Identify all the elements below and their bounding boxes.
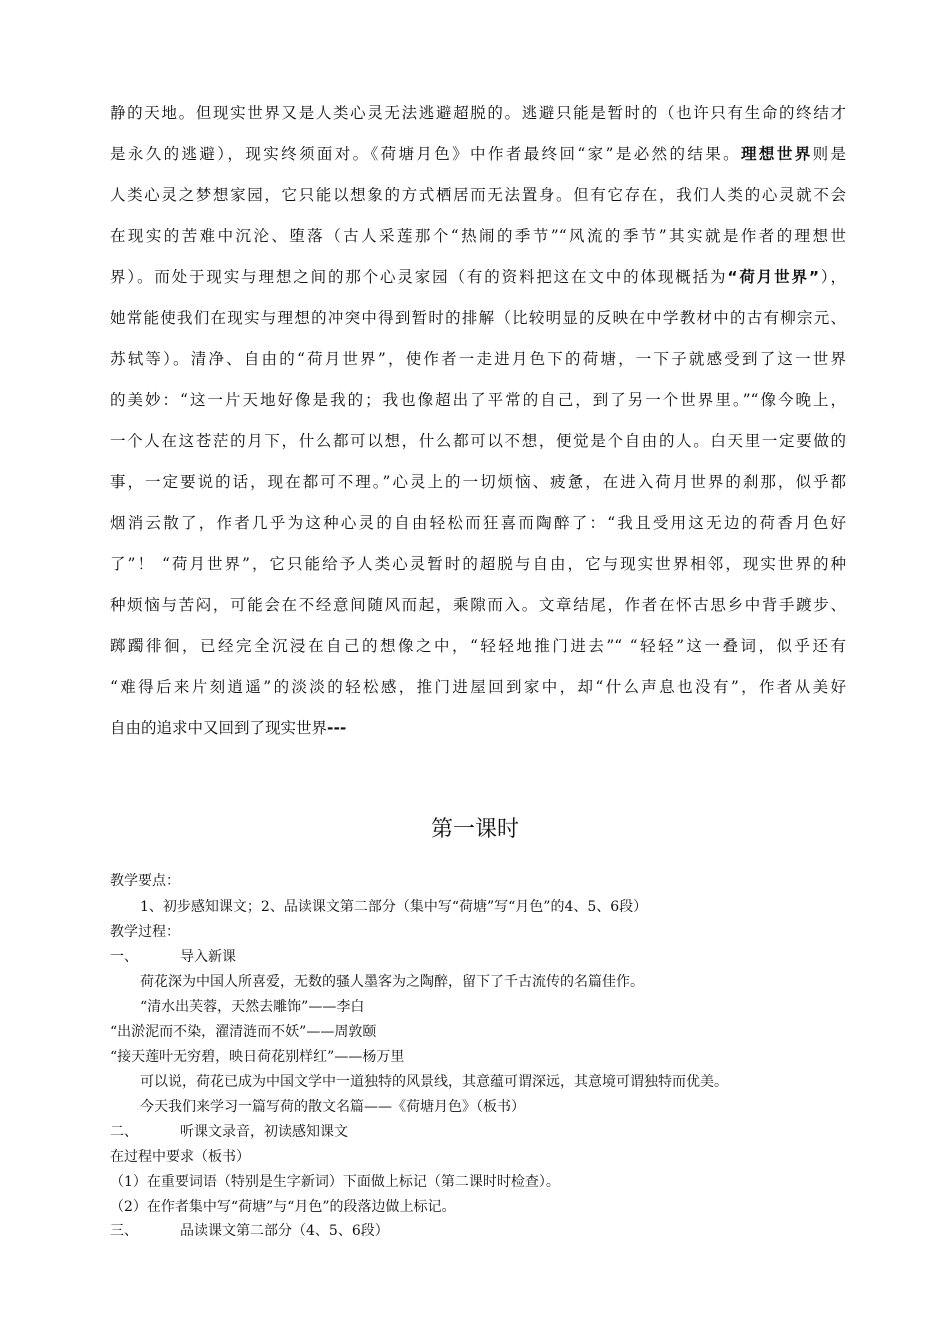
lesson-line bbox=[140, 1097, 525, 1117]
lesson-text: “接天莲叶无穷碧，映日荷花别样红”——杨万里 bbox=[110, 1049, 405, 1065]
text-run: 人类心灵之梦想家园，它只能以想象的方式栖居而无法置身。但有它存在，我们人类的心灵就不会 bbox=[110, 186, 846, 204]
section-heading: 听课文录音，初读感知课文 bbox=[180, 1124, 348, 1140]
essay-line bbox=[110, 185, 846, 205]
bold-term: “荷月世界” bbox=[727, 268, 820, 286]
section-number: 一、 bbox=[110, 949, 138, 965]
text-run: 界）。而处于现实与理想之间的那个心灵家园（有的资料把这在文中的体现概括为 bbox=[110, 268, 728, 286]
lesson-text: （2）在作者集中写“荷塘”与“月色”的段落边做上标记。 bbox=[110, 1199, 456, 1215]
text-run: 的美妙：“这一片天地好像是我的；我也像超出了平常的自己，到了另一个世界里。”“像今晚上， bbox=[110, 391, 846, 409]
text-run: 静的天地。但现实世界又是人类心灵无法逃避超脱的。逃避只能是暂时的（也许只有生命的终结才 bbox=[110, 104, 846, 122]
text-run: 则是 bbox=[812, 145, 846, 163]
lesson-text: 教学过程： bbox=[110, 924, 180, 940]
section-number: 二、 bbox=[110, 1124, 138, 1140]
text-run: “难得后来片刻逍遥”的淡淡的轻松感，推门进屋回到家中，却“什么声息也没有”，作者从美好 bbox=[110, 678, 846, 696]
section-number: 三、 bbox=[110, 1223, 138, 1239]
text-run: 种烦恼与苦闷，可能会在不经意间随风而起，乘隙而入。文章结尾，作者在怀古思乡中背手踱步、 bbox=[110, 596, 846, 614]
lesson-line bbox=[110, 871, 180, 891]
text-run: 苏轼等）。清净、自由的“荷月世界”，使作者一走进月色下的荷塘，一下子就感受到了这一世界 bbox=[110, 350, 846, 368]
essay-line bbox=[110, 472, 846, 492]
essay-line bbox=[110, 144, 846, 164]
lesson-line bbox=[110, 1197, 456, 1217]
essay-line bbox=[110, 226, 846, 246]
text-run: ）， bbox=[819, 268, 846, 286]
essay-line bbox=[110, 267, 846, 287]
lesson-text: 今天我们来学习一篇写荷的散文名篇——《荷塘月色》（板书） bbox=[140, 1099, 525, 1115]
text-run: 烟消云散了，作者几乎为这种心灵的自由轻松而狂喜而陶醉了：“我且受用这无边的荷香月色好 bbox=[110, 514, 846, 532]
lesson-line bbox=[140, 997, 364, 1017]
lesson-line bbox=[110, 947, 236, 967]
essay-line bbox=[110, 308, 846, 328]
lesson-line bbox=[140, 897, 647, 917]
essay-line bbox=[110, 390, 846, 410]
lesson-text: “清水出芙蓉，天然去雕饰”——李白 bbox=[140, 999, 365, 1015]
text-run: 自由的追求中又回到了现实世界 bbox=[110, 719, 328, 737]
lesson-text: （1）在重要词语（特别是生字新词）下面做上标记（第二课时时检查）。 bbox=[110, 1174, 560, 1190]
lesson-line bbox=[140, 1072, 728, 1092]
essay-line bbox=[110, 513, 846, 533]
lesson-line bbox=[110, 1172, 560, 1192]
essay-line bbox=[110, 431, 846, 451]
lesson-line bbox=[140, 972, 644, 992]
lesson-text: 1、初步感知课文；2、品读课文第二部分（集中写“荷塘”写“月色”的4、5、6段） bbox=[140, 899, 648, 915]
text-run: 是永久的逃避），现实终须面对。《荷塘月色》中作者最终回“家”是必然的结果。 bbox=[110, 145, 742, 163]
text-run: 在现实的苦难中沉沦、堕落（古人采莲那个“热闹的季节”“风流的季节”其实就是作者的理想世 bbox=[110, 227, 846, 245]
text-run: 事，一定要说的话，现在都可不理。”心灵上的一切烦恼、疲惫，在进入荷月世界的刹那，似乎都 bbox=[110, 473, 846, 491]
essay-line bbox=[110, 554, 846, 574]
essay-line bbox=[110, 718, 846, 738]
section-heading: 品读课文第二部分（4、5、6段） bbox=[180, 1223, 389, 1239]
lesson-line bbox=[110, 1022, 376, 1042]
lesson-text: 可以说，荷花已成为中国文学中一道独特的风景线，其意蕴可谓深远，其意境可谓独特而优美。 bbox=[140, 1074, 728, 1090]
text-run: 她常能使我们在现实与理想的冲突中得到暂时的排解（比较明显的反映在中学教材中的古有柳宗元、 bbox=[110, 309, 846, 327]
lesson-text: “出淤泥而不染，濯清涟而不妖”——周敦颐 bbox=[110, 1024, 377, 1040]
essay-line bbox=[110, 595, 846, 615]
essay-line bbox=[110, 349, 846, 369]
essay-line bbox=[110, 677, 846, 697]
lesson-line bbox=[110, 1122, 348, 1142]
lesson-text: 荷花深为中国人所喜爱，无数的骚人墨客为之陶醉，留下了千古流传的名篇佳作。 bbox=[140, 974, 644, 990]
text-run: 了”！ “荷月世界”，它只能给予人类心灵暂时的超脱与自由，它与现实世界相邻，现实世界的种 bbox=[110, 555, 846, 573]
lesson-text: 在过程中要求（板书） bbox=[110, 1149, 250, 1165]
text-run: 踯躅徘徊，已经完全沉浸在自己的想像之中，“轻轻地推门进去”“ “轻轻”这一叠词，似乎还有 bbox=[110, 637, 846, 655]
lesson-line bbox=[110, 1221, 389, 1241]
lesson-text: 教学要点： bbox=[110, 873, 180, 889]
lesson-line bbox=[110, 1047, 404, 1067]
bold-term: --- bbox=[327, 719, 347, 737]
essay-line bbox=[110, 103, 846, 123]
lesson-line bbox=[110, 1147, 250, 1167]
text-run: 一个人在这苍茫的月下，什么都可以想，什么都可以不想，便觉是个自由的人。白天里一定要做的 bbox=[110, 432, 846, 450]
bold-term: 理想世界 bbox=[741, 145, 813, 163]
essay-line bbox=[110, 636, 846, 656]
section-heading: 导入新课 bbox=[180, 949, 236, 965]
section-title: 第一课时 bbox=[430, 817, 519, 842]
lesson-line bbox=[110, 922, 180, 942]
